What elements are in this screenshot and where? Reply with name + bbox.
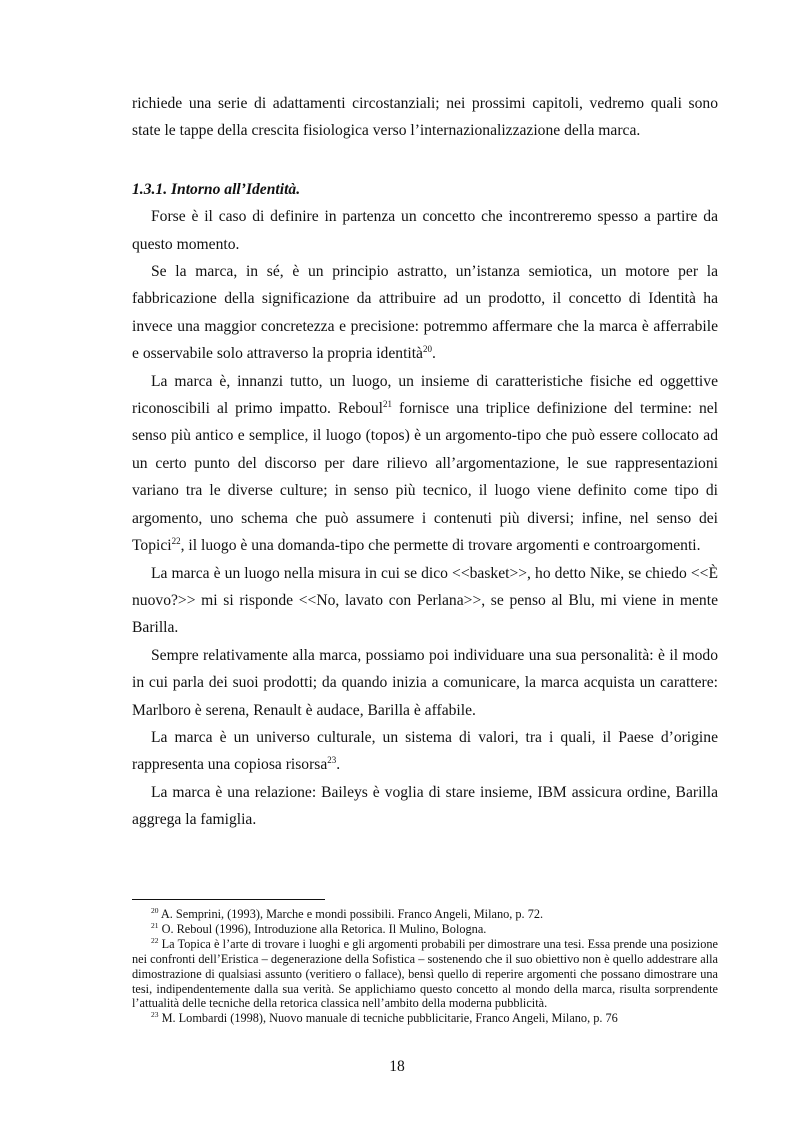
footnote-text: A. Semprini, (1993), Marche e mondi possibili. Franco Angeli, Milano, p. 72. [158, 907, 544, 921]
body-text [132, 90, 718, 834]
footnote-number: 23 [151, 1010, 159, 1020]
paragraph-4: La marca è un luogo nella misura in cui se dico <<basket>>, ho detto Nike, se chiedo <<È nuovo?>> mi si risponde <<No, lavato con Perlana>>, se penso al Blu, mi viene in mente Barilla. [132, 564, 718, 637]
paragraph-3-text-c: , il luogo è una domanda-tipo che permette di trovare argomenti e controargomenti. [180, 537, 701, 555]
footnotes [132, 907, 718, 1026]
paragraph-6 [132, 724, 718, 779]
footnote-20 [132, 907, 718, 922]
paragraph-continuation: richiede una serie di adattamenti circostanziali; nei prossimi capitoli, vedremo quali sono state le tappe della crescita fisiologica verso l’internazionalizzazione della marca. [132, 95, 718, 140]
footnote-ref-20: 20 [422, 344, 432, 355]
footnote-text: O. Reboul (1996), Introduzione alla Retorica. Il Mulino, Bologna. [158, 921, 487, 936]
section-heading: 1.3.1. Intorno all’Identità. [132, 180, 301, 198]
footnote-text: M. Lombardi (1998), Nuovo manuale di tecniche pubblicitarie, Franco Angeli, Milano, p. 76 [158, 1011, 618, 1026]
footnote-text: La Topica è l’arte di trovare i luoghi e gli argomenti probabili per dimostrare una tesi. Essa prende una posizione nei confronti dell’Eristica – degenerazione della Sofistica – sostenendo che il suo obiettivo non è quello addestrare alla dimostrazione di qualsiasi assunto (veritiero o fallace), bensì quello di reperire argomenti che possano dimostrare una tesi, indipendentemente dalla sua verità. Se applichiamo questo concetto al mondo della marca, risulta sorprendente l’attualità delle tecniche della retorica classica nell’ambito della moderna pubblicità. [132, 936, 718, 1011]
paragraph-2 [132, 258, 718, 368]
footnote-number: 20 [151, 906, 159, 915]
footnote-number: 21 [151, 920, 159, 930]
footnote-separator [132, 899, 325, 900]
page-number: 18 [389, 1058, 405, 1075]
paragraph-6-text: La marca è un universo culturale, un sistema di valori, tra i quali, il Paese d’origine rappresenta una copiosa risorsa [132, 728, 718, 774]
footnote-ref-21: 21 [383, 399, 392, 410]
paragraph-3-text-a: La marca è, innanzi tutto, un luogo, un insieme di caratteristiche fisiche ed oggettive riconoscibili al primo impatto. Reboul [132, 372, 718, 418]
paragraph-3-text-b: fornisce una triplice definizione del termine: nel senso più antico e semplice, il luogo (topos) è un argomento-tipo che può essere collocato ad un certo punto del discorso per dare rilievo all’argomentazione, le sue rappresentazioni variano tra le diverse culture; in senso più tecnico, il luogo viene definito come tipo di argomento, uno schema che può assumere i contenuti più diversi; infine, nel senso dei Topici [132, 400, 719, 555]
footnote-21 [132, 922, 718, 937]
paragraph-1: Forse è il caso di definire in partenza un concetto che incontreremo spesso a partire da questo momento. [132, 208, 718, 253]
paragraph-3 [132, 368, 718, 560]
footnote-number: 22 [151, 935, 159, 945]
footnote-22 [132, 937, 718, 1012]
paragraph-6-end: . [336, 756, 341, 774]
footnote-ref-22: 22 [171, 536, 181, 547]
paragraph-2-end: . [431, 345, 436, 363]
footnote-ref-23: 23 [327, 755, 337, 766]
paragraph-2-text: Se la marca, in sé, è un principio astratto, un’istanza semiotica, un motore per la fabbricazione della significazione da attribuire ad un prodotto, il concetto di Identità ha invece una maggior concretezza e precisione: potremmo affermare che la marca è afferrabile e osservabile solo attraverso la propria identità [132, 263, 718, 363]
paragraph-7: La marca è una relazione: Baileys è voglia di stare insieme, IBM assicura ordine, Barilla aggrega la famiglia. [132, 783, 718, 829]
footnote-23 [132, 1011, 718, 1026]
paragraph-5: Sempre relativamente alla marca, possiamo poi individuare una sua personalità: è il modo in cui parla dei suoi prodotti; da quando inizia a comunicare, la marca acquista un carattere: Marlboro è serena, Renault è audace, Barilla è affabile. [132, 646, 718, 719]
